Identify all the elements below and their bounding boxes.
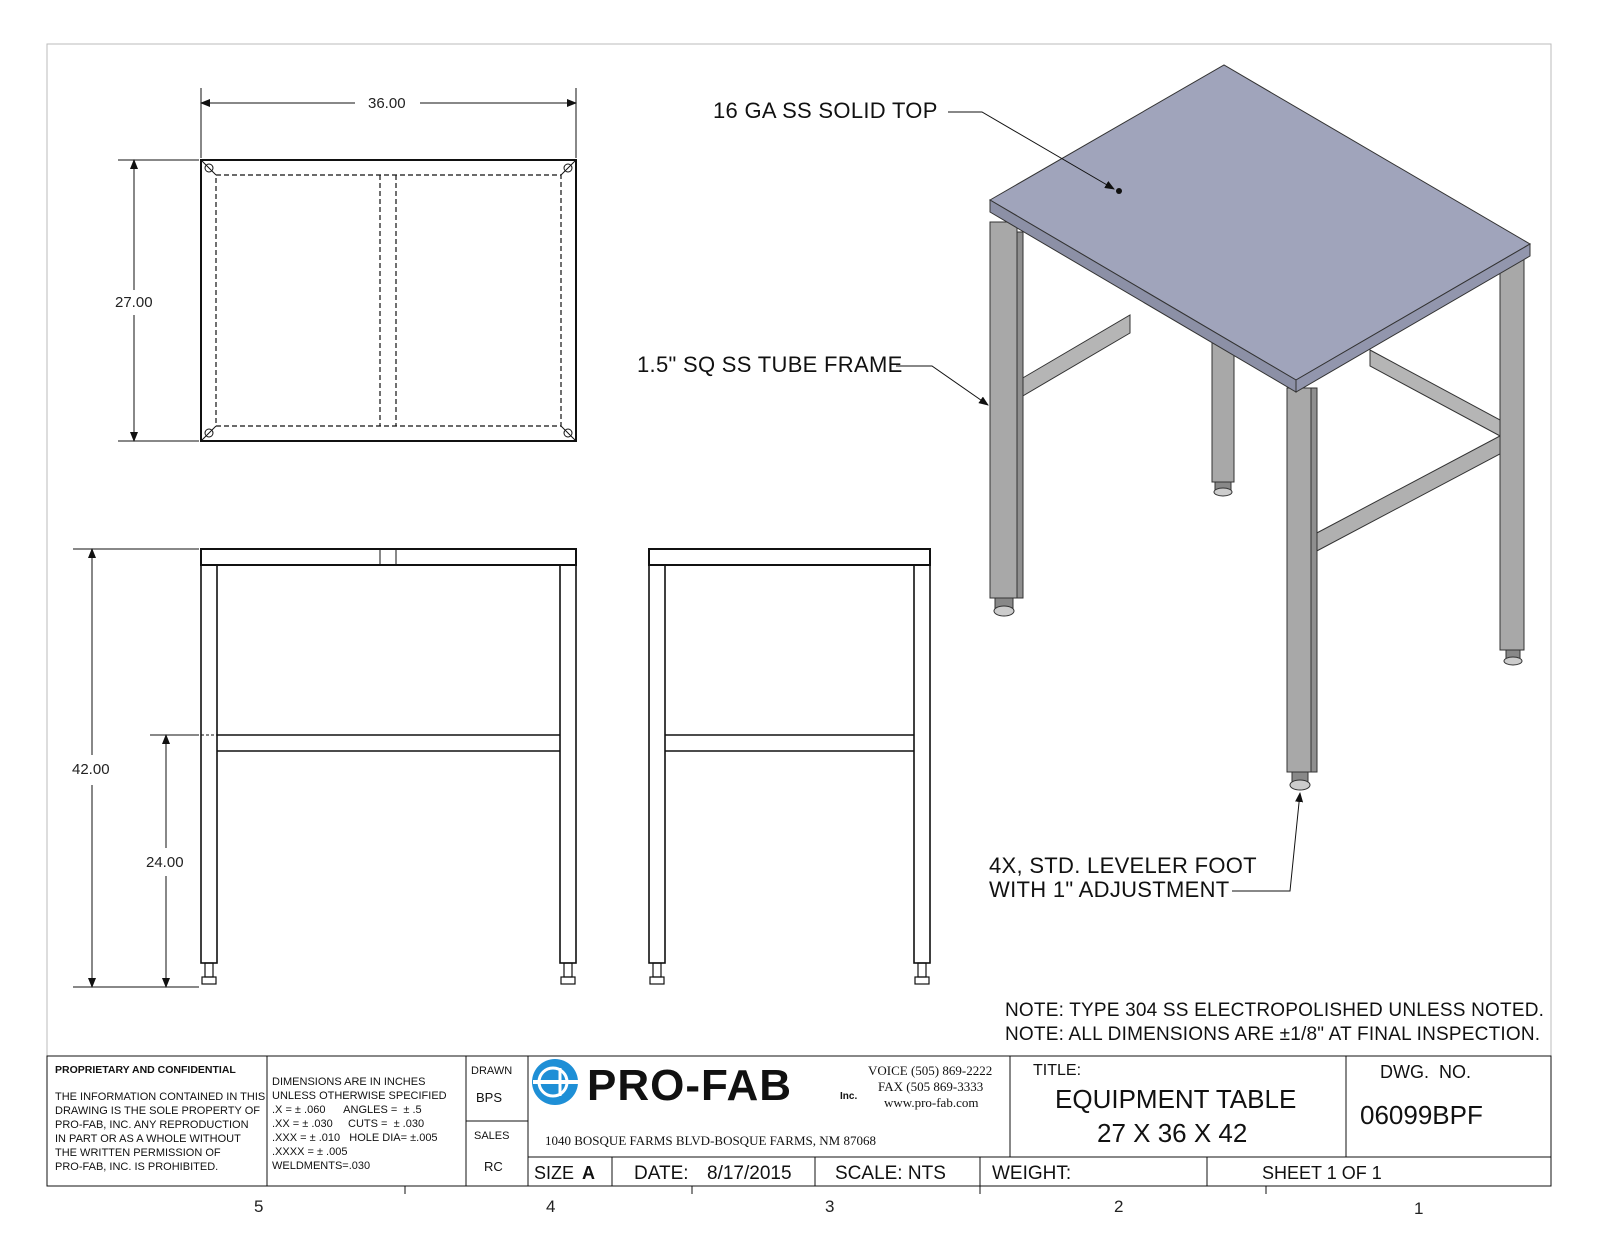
proprietary-text (55, 1090, 265, 1174)
company-fax: FAX (505 869-3333 (878, 1079, 984, 1094)
scale-label: SCALE: NTS (835, 1163, 946, 1184)
front-view (73, 549, 576, 987)
sales-label: SALES (474, 1130, 510, 1142)
side-view (649, 549, 930, 984)
tolerance-line: .XX = ± .030 CUTS = ± .030 (272, 1118, 425, 1130)
callout-foot-line1: 4X, STD. LEVELER FOOT (989, 853, 1257, 878)
size-value: A (582, 1163, 595, 1183)
company-logo-text: PRO-FAB (587, 1061, 792, 1110)
company-web: www.pro-fab.com (884, 1095, 979, 1110)
proprietary-line: PRO-FAB, INC. ANY REPRODUCTION (55, 1119, 249, 1131)
tolerance-line: .X = ± .060 ANGLES = ± .5 (272, 1104, 422, 1116)
dwg-number: 06099BPF (1360, 1100, 1483, 1130)
proprietary-line: DRAWING IS THE SOLE PROPERTY OF (55, 1105, 260, 1117)
company-suffix: Inc. (840, 1091, 858, 1102)
dim-shelf-height: 24.00 (146, 854, 184, 871)
pro-fab-logo-icon (532, 1059, 585, 1105)
zone-1: 1 (1414, 1199, 1424, 1218)
sheet-label: SHEET 1 OF 1 (1262, 1163, 1382, 1183)
tolerance-line: UNLESS OTHERWISE SPECIFIED (272, 1090, 447, 1102)
title-label: TITLE: (1033, 1062, 1082, 1079)
dwg-label: DWG. NO. (1380, 1062, 1471, 1082)
dim-width: 36.00 (368, 95, 406, 112)
size-label: SIZE (534, 1163, 575, 1183)
proprietary-line: THE INFORMATION CONTAINED IN THIS (55, 1091, 266, 1103)
note-line2: NOTE: ALL DIMENSIONS ARE ±1/8" AT FINAL INSPECTION. (1005, 1024, 1541, 1045)
company-address: 1040 BOSQUE FARMS BLVD-BOSQUE FARMS, NM 87068 (545, 1133, 876, 1148)
tolerance-line: WELDMENTS=.030 (272, 1160, 371, 1172)
zone-5: 5 (254, 1197, 264, 1216)
drawn-label: DRAWN (471, 1065, 513, 1077)
zone-4: 4 (546, 1197, 556, 1216)
company-voice: VOICE (505) 869-2222 (868, 1063, 993, 1078)
tolerance-line: .XXX = ± .010 HOLE DIA= ±.005 (272, 1132, 438, 1144)
proprietary-heading: PROPRIETARY AND CONFIDENTIAL (55, 1064, 236, 1076)
top-view (118, 88, 576, 441)
sales-value: RC (484, 1159, 503, 1174)
proprietary-line: IN PART OR AS A WHOLE WITHOUT (55, 1133, 241, 1145)
proprietary-line: THE WRITTEN PERMISSION OF (55, 1147, 221, 1159)
tolerance-line: .XXXX = ± .005 (272, 1146, 348, 1158)
zone-3: 3 (825, 1197, 835, 1216)
weight-label: WEIGHT: (992, 1163, 1072, 1184)
callout-top: 16 GA SS SOLID TOP (713, 98, 938, 123)
proprietary-line: PRO-FAB, INC. IS PROHIBITED. (55, 1161, 219, 1173)
dim-height: 42.00 (72, 761, 110, 778)
zone-2: 2 (1114, 1197, 1124, 1216)
isometric-view (990, 65, 1530, 790)
tolerance-line: DIMENSIONS ARE IN INCHES (272, 1076, 426, 1088)
callout-frame: 1.5" SQ SS TUBE FRAME (637, 352, 903, 377)
callout-foot-line2: WITH 1" ADJUSTMENT (989, 877, 1230, 902)
note-line1: NOTE: TYPE 304 SS ELECTROPOLISHED UNLESS NOTED. (1005, 1000, 1545, 1021)
title-line1: EQUIPMENT TABLE (1055, 1084, 1297, 1114)
title-line2: 27 X 36 X 42 (1097, 1118, 1248, 1148)
date-label: DATE: (634, 1163, 689, 1184)
dim-depth: 27.00 (115, 294, 153, 311)
drawn-value: BPS (476, 1090, 503, 1105)
tolerance-text (272, 1075, 447, 1173)
date-value: 8/17/2015 (707, 1163, 792, 1184)
